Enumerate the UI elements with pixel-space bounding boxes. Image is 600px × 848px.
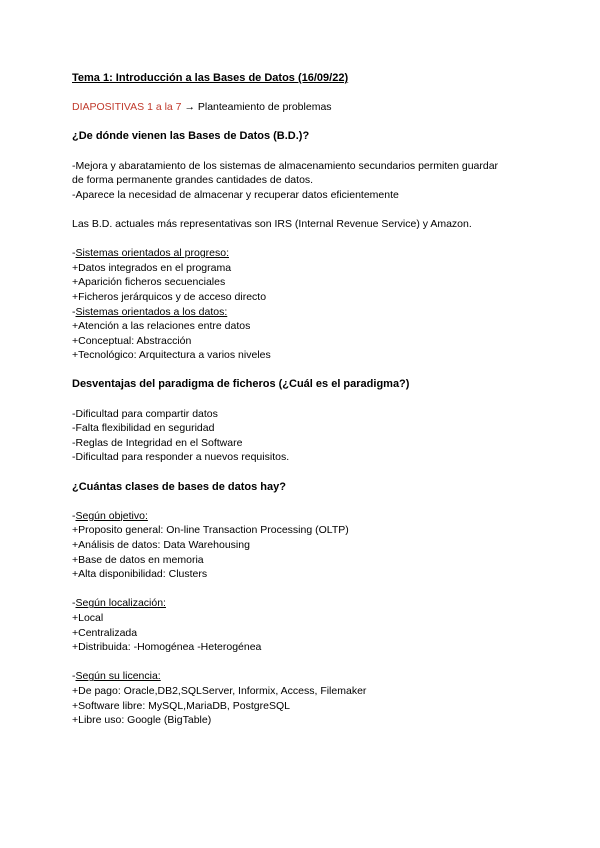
document-content — [72, 71, 552, 728]
list-item: +De pago: Oracle,DB2,SQLServer, Informix, Access, Filemaker — [72, 684, 367, 697]
list-item: +Aparición ficheros secuenciales — [72, 276, 226, 289]
paragraph-line: -Mejora y abaratamiento de los sistemas de almacenamiento secundarios permiten guardar — [72, 159, 499, 172]
list-item: +Software libre: MySQL,MariaDB, PostgreSQL — [72, 699, 290, 712]
section-heading: ¿Cuántas clases de bases de datos hay? — [72, 480, 286, 493]
list-item: +Proposito general: On-line Transaction Processing (OLTP) — [72, 524, 349, 537]
group-label: -Según localización: — [72, 597, 166, 610]
list-item: -Dificultad para compartir datos — [72, 407, 218, 420]
list-item: -Reglas de Integridad en el Software — [72, 436, 243, 449]
list-item: +Datos integrados en el programa — [72, 261, 232, 274]
list-item: +Ficheros jerárquicos y de acceso directo — [72, 290, 267, 303]
paragraph-line: -Aparece la necesidad de almacenar y recuperar datos eficientemente — [72, 188, 399, 201]
group-label: -Sistemas orientados a los datos: — [72, 305, 228, 318]
section-heading: Desventajas del paradigma de ficheros (¿Cuál es el paradigma?) — [72, 378, 410, 391]
list-item: -Dificultad para responder a nuevos requisitos. — [72, 451, 290, 464]
list-item: +Atención a las relaciones entre datos — [72, 320, 251, 333]
document-title: Tema 1: Introducción a las Bases de Datos (16/09/22) — [72, 72, 349, 84]
list-item: -Falta flexibilidad en seguridad — [72, 422, 215, 435]
slides-topic: → Planteamiento de problemas — [181, 101, 332, 114]
list-item: +Libre uso: Google (BigTable) — [72, 714, 212, 727]
group-label: -Sistemas orientados al progreso: — [72, 247, 229, 260]
paragraph-line: Las B.D. actuales más representativas son IRS (Internal Revenue Service) y Amazon. — [72, 217, 472, 230]
paragraph-line: de forma permanente grandes cantidades de datos. — [72, 174, 314, 187]
list-item: +Tecnológico: Arquitectura a varios niveles — [72, 349, 271, 362]
list-item: +Distribuida: -Homogénea -Heterogénea — [72, 641, 262, 654]
section-heading: ¿De dónde vienen las Bases de Datos (B.D.)? — [72, 130, 310, 143]
list-item: +Base de datos en memoria — [72, 553, 204, 566]
slides-reference — [72, 100, 552, 115]
group-label: -Según objetivo: — [72, 509, 148, 522]
list-item: +Alta disponibilidad: Clusters — [72, 568, 208, 581]
list-item: +Local — [72, 611, 104, 624]
list-item: +Análisis de datos: Data Warehousing — [72, 539, 250, 551]
slides-range: DIAPOSITIVAS 1 a la 7 — [72, 101, 182, 114]
list-item: +Conceptual: Abstracción — [72, 334, 192, 347]
list-item: +Centralizada — [72, 626, 138, 639]
group-label: -Según su licencia: — [72, 670, 161, 683]
